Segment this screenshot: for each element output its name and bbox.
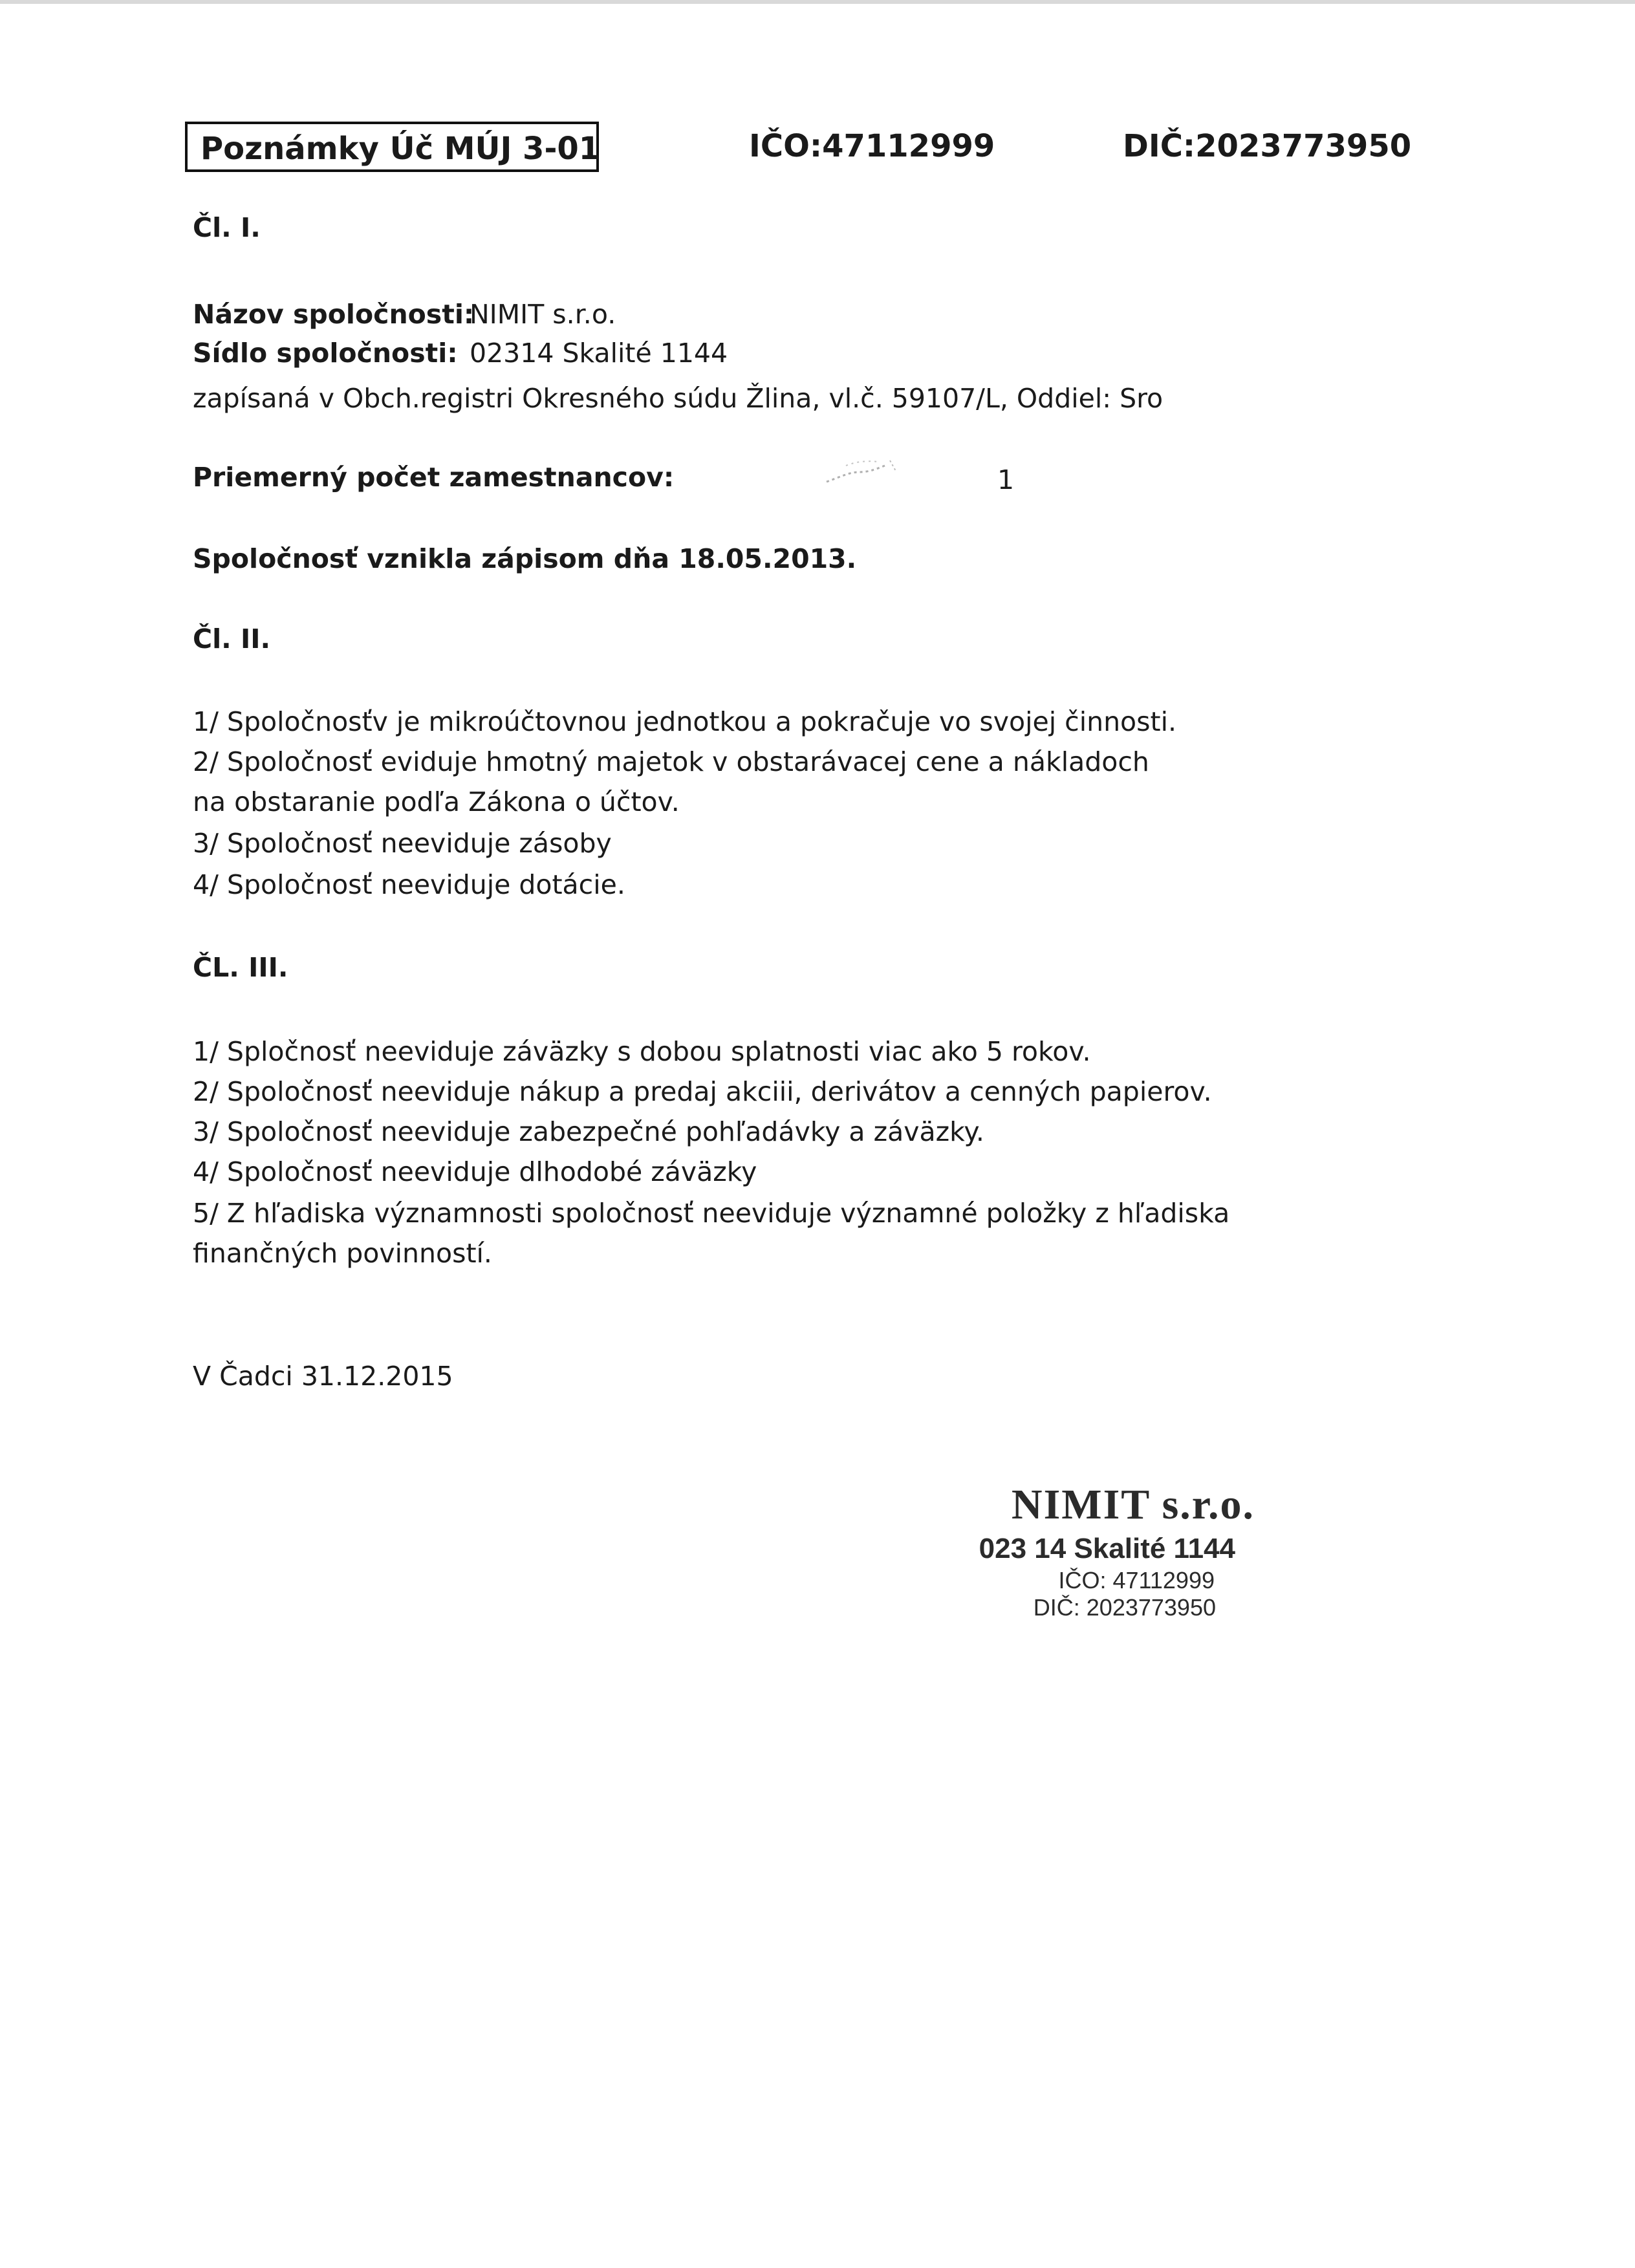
section-2-line: 2/ Spoločnosť eviduje hmotný majetok v obstarávacej cene a nákladoch	[193, 746, 1149, 777]
section-3-line: 3/ Spoločnosť neeviduje zabezpečné pohľadávky a záväzky.	[193, 1116, 984, 1147]
company-stamp	[918, 1481, 1255, 1649]
section-3-line: finančných povinností.	[193, 1238, 492, 1269]
company-seat-label: Sídlo spoločnosti:	[193, 338, 458, 369]
header-ico: IČO:47112999	[749, 128, 995, 164]
header-dic: DIČ:2023773950	[1123, 128, 1412, 164]
section-2-line: 1/ Spoločnosťv je mikroúčtovnou jednotkou a pokračuje vo svojej činnosti.	[193, 706, 1177, 737]
stamp-company-name: NIMIT s.r.o.	[1011, 1481, 1255, 1528]
company-seat-row	[193, 336, 728, 370]
section-2-line: 4/ Spoločnosť neeviduje dotácie.	[193, 869, 625, 900]
scan-edge	[0, 0, 1635, 4]
employees-value: 1	[997, 464, 1015, 495]
section-2-line: na obstaranie podľa Zákona o účtov.	[193, 786, 680, 817]
employees-label: Priemerný počet zamestnancov:	[193, 462, 675, 493]
company-seat-value: 02314 Skalité 1144	[470, 338, 728, 369]
section-3-line: 5/ Z hľadiska významnosti spoločnosť neeviduje významné položky z hľadiska	[193, 1198, 1230, 1229]
section-3-line: 2/ Spoločnosť neeviduje nákup a predaj akciii, derivátov a cenných papierov.	[193, 1076, 1212, 1107]
stamp-ico: IČO: 47112999	[1058, 1567, 1215, 1593]
company-name-value: NIMIT s.r.o.	[470, 299, 616, 330]
section-3-line: 4/ Spoločnosť neeviduje dlhodobé záväzky	[193, 1156, 757, 1187]
founded-line: Spoločnosť vznikla zápisom dňa 18.05.2013.	[193, 543, 857, 574]
stamp-address: 023 14 Skalité 1144	[979, 1533, 1235, 1564]
form-title: Poznámky Úč MÚJ 3-01	[200, 131, 601, 167]
section-1-heading: Čl. I.	[193, 212, 261, 243]
section-3-heading: ČL. III.	[193, 952, 288, 983]
registry-line: zapísaná v Obch.registri Okresného súdu Žlina, vl.č. 59107/L, Oddiel: Sro	[193, 383, 1164, 414]
section-3-line: 1/ Spločnosť neeviduje záväzky s dobou splatnosti viac ako 5 rokov.	[193, 1036, 1091, 1067]
place-date: V Čadci 31.12.2015	[193, 1361, 453, 1392]
company-name-row	[193, 297, 616, 331]
section-2-heading: Čl. II.	[193, 623, 271, 654]
stamp-dic: DIČ: 2023773950	[1033, 1594, 1216, 1621]
form-title-box	[185, 122, 599, 172]
company-name-label: Názov spoločnosti:	[193, 299, 475, 330]
section-2-line: 3/ Spoločnosť neeviduje zásoby	[193, 828, 612, 859]
pen-smudge	[820, 453, 904, 491]
